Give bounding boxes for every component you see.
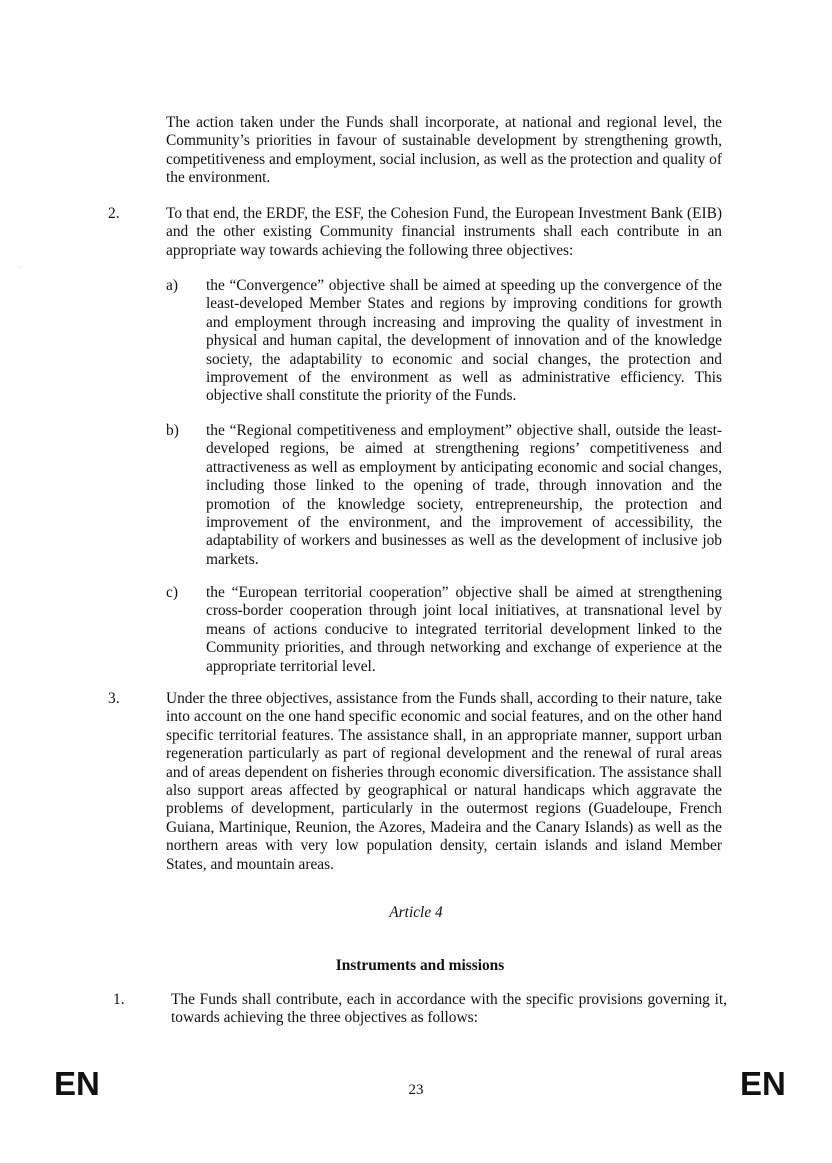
item-number: 2.	[108, 205, 120, 222]
sub-item-label: c)	[166, 584, 178, 601]
item-paragraph: To that end, the ERDF, the ESF, the Cohesion Fund, the European Investment Bank (EIB) and the other existing Community financial instruments shall each contribute in an appropriate way towards achieving the following three objectives:	[166, 205, 722, 259]
footer-language-left: EN	[54, 1065, 100, 1102]
sub-item-paragraph: the “Convergence” objective shall be aimed at speeding up the convergence of the least-developed Member States and regions by improving conditions for growth and employment through increasing and improving the quality of investment in physical and human capital, the development of innovation and of the knowledge society, the adaptability to economic and social changes, the protection and improvement of the environment as well as administrative efficiency. This objective shall constitute the priority of the Funds.	[206, 277, 722, 405]
sub-item-label: a)	[166, 277, 178, 294]
footer-page-number: 23	[408, 1082, 424, 1098]
footer-language-right: EN	[740, 1065, 786, 1102]
item-paragraph: Under the three objectives, assistance from the Funds shall, according to their nature, take into account on the one hand specific economic and social features, and on the other hand specific territorial features. The assistance shall, in an appropriate manner, support urban regeneration particularly as part of regional development and the renewal of rural areas and of areas dependent on fisheries through economic diversification. The assistance shall also support areas affected by geographical or natural handicaps which aggravate the problems of development, particularly in the outermost regions (Guadeloupe, French Guiana, Martinique, Reunion, the Azores, Madeira and the Canary Islands) as well as the northern areas with very low population density, certain islands and island Member States, and mountain areas.	[166, 690, 722, 873]
article-heading: Instruments and missions	[335, 957, 505, 974]
sub-item-label: b)	[166, 422, 179, 439]
scan-artifact: ·.·	[18, 264, 24, 270]
sub-item-paragraph: the “Regional competitiveness and employment” objective shall, outside the least-developed regions, be aimed at strengthening regions’ competitiveness and attractiveness as well as employment by anticipating economic and social changes, including those linked to the opening of trade, through innovation and the promotion of the knowledge society, entrepreneurship, the protection and improvement of the environment, and the improvement of accessibility, the adaptability of workers and businesses as well as the development of inclusive job markets.	[206, 422, 722, 568]
article-item-paragraph: The Funds shall contribute, each in accordance with the specific provisions governing it, towards achieving the three objectives as follows:	[171, 991, 727, 1027]
article-item-number: 1.	[113, 991, 125, 1008]
article-label: Article 4	[389, 904, 443, 921]
sub-item-paragraph: the “European territorial cooperation” objective shall be aimed at strengthening cross-border cooperation through joint local initiatives, at transnational level by means of actions conducive to integrated territorial development linked to the Community priorities, and through networking and exchange of experience at the appropriate territorial level.	[206, 584, 722, 675]
item-number: 3.	[108, 690, 120, 707]
intro-paragraph: The action taken under the Funds shall incorporate, at national and regional level, the Community’s priorities in favour of sustainable development by strengthening growth, competitiveness and employment, social inclusion, as well as the protection and quality of the environment.	[166, 114, 722, 187]
